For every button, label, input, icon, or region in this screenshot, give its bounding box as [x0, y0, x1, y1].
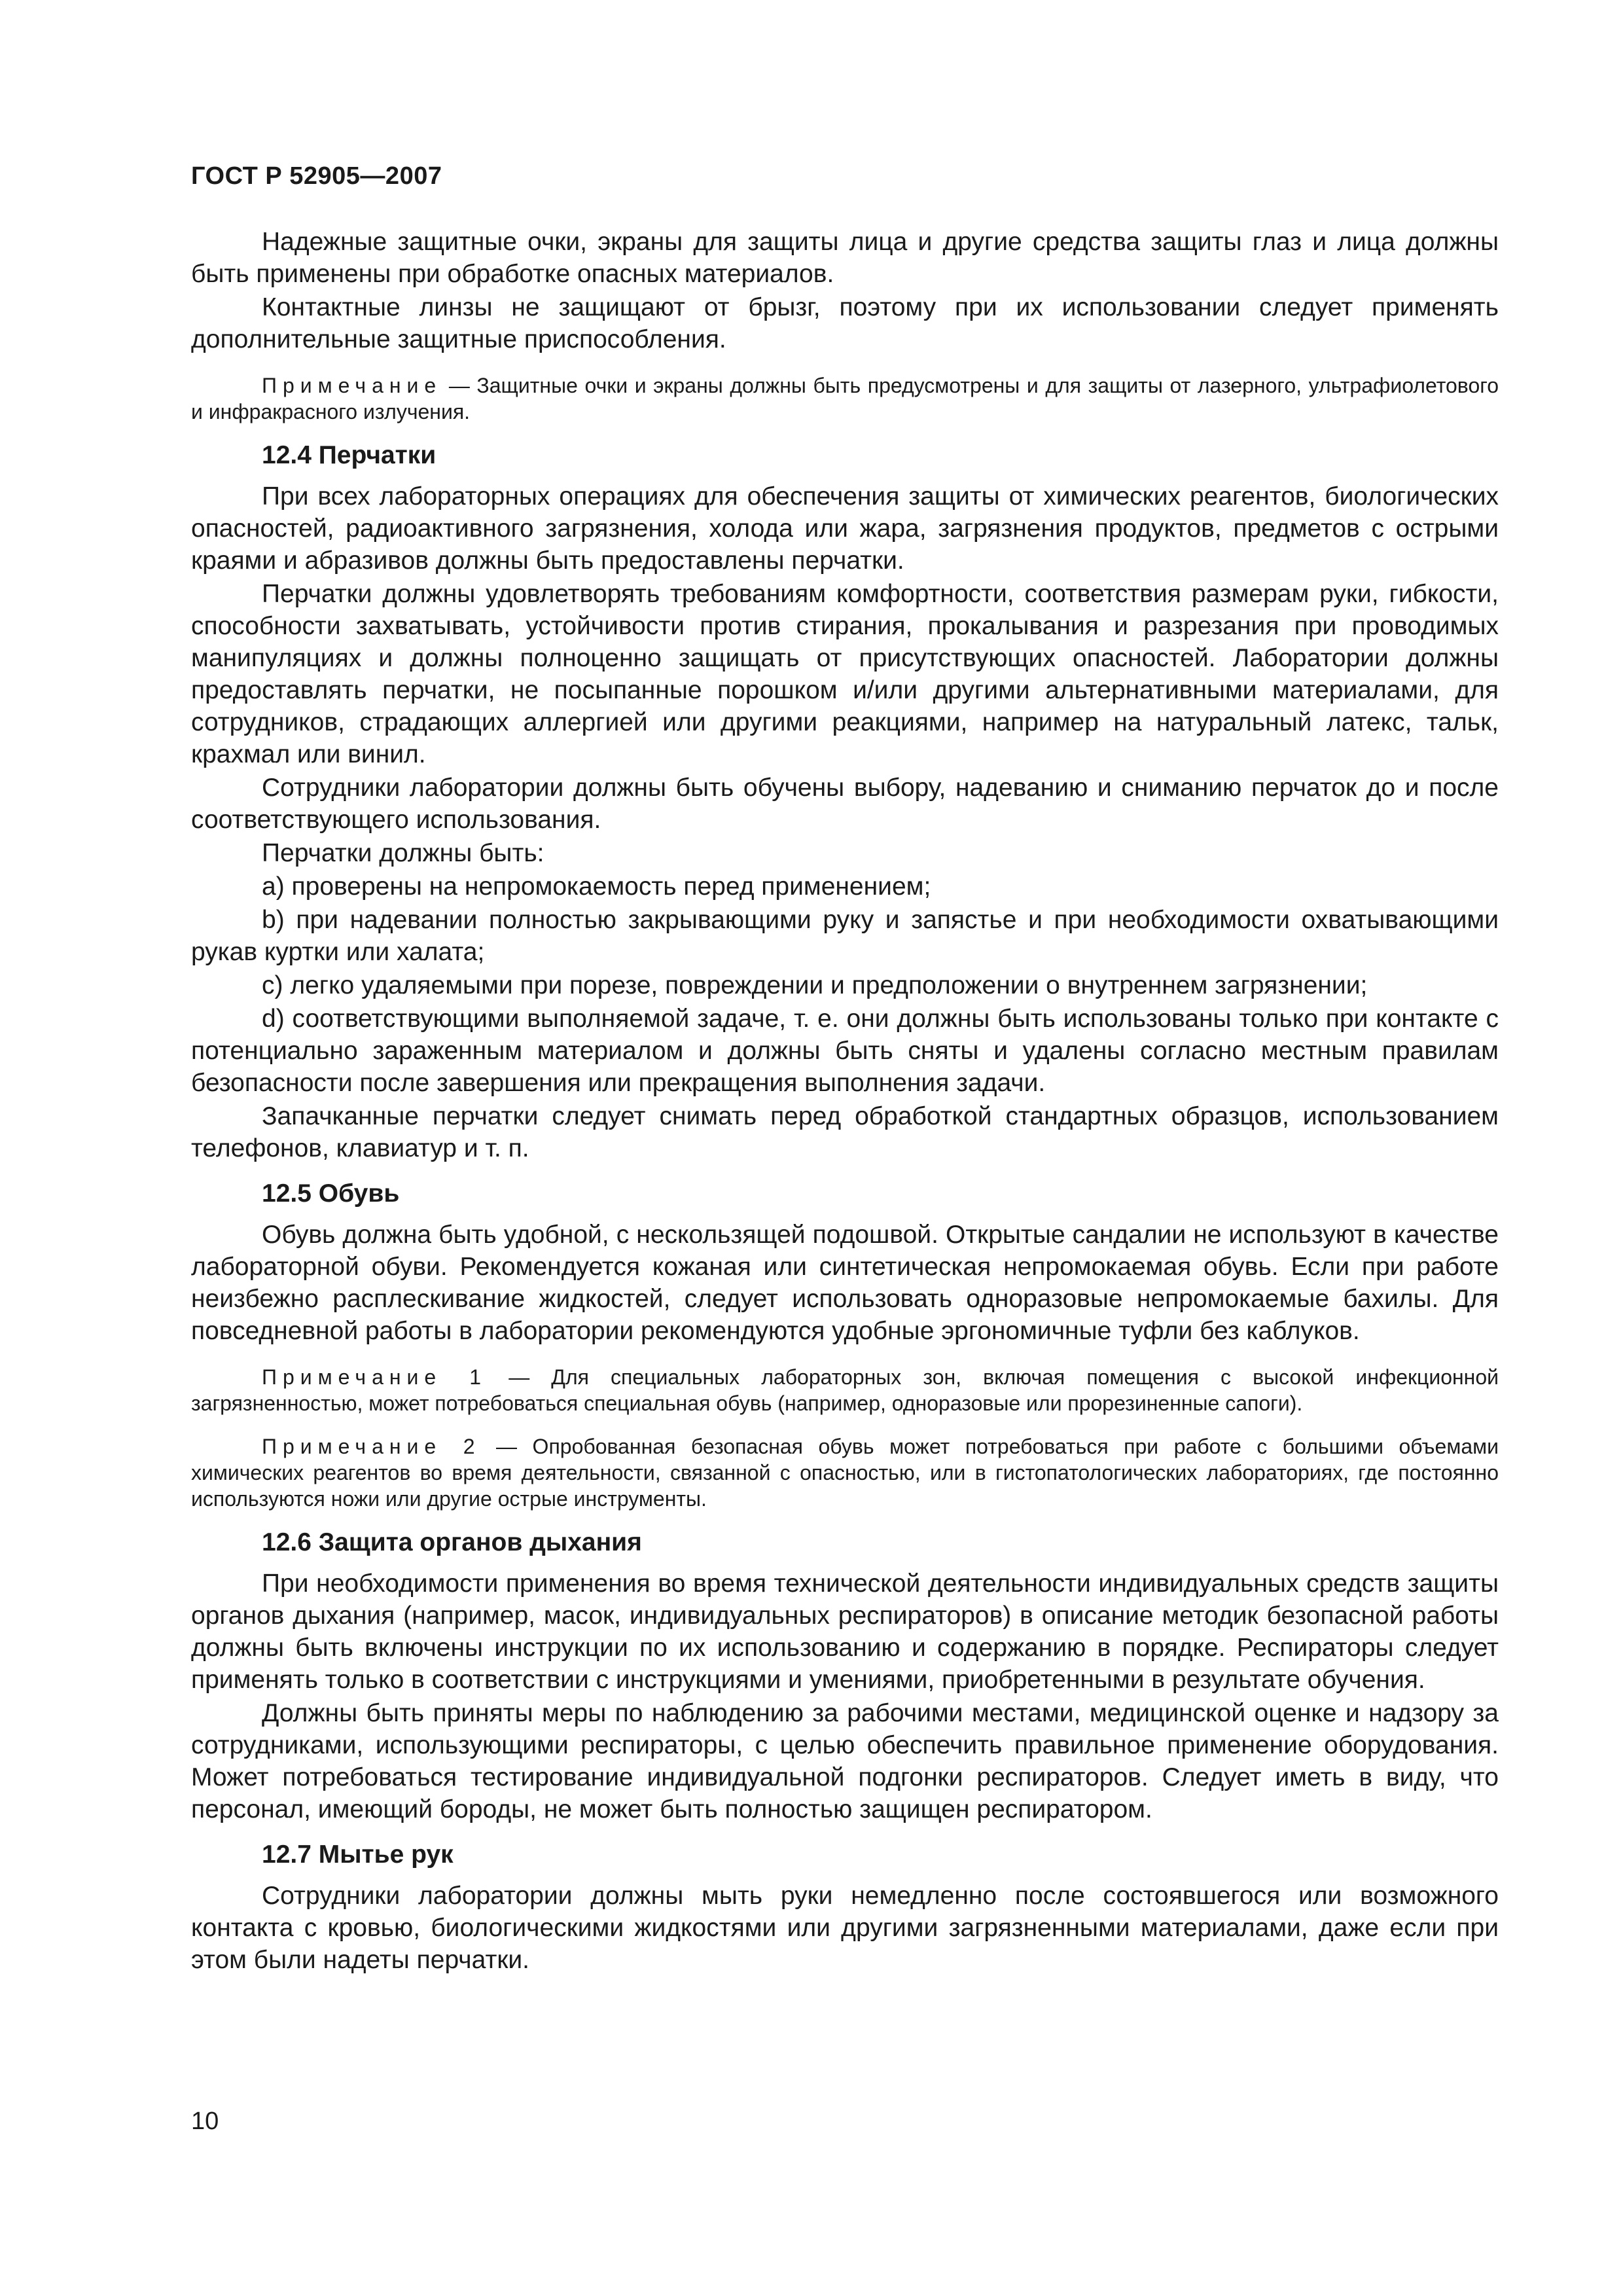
note [191, 1364, 1499, 1416]
document-body [191, 226, 1499, 1977]
list-item: a) проверены на непромокаемость перед применением; [262, 872, 931, 901]
page-number: 10 [191, 2108, 219, 2135]
note [191, 372, 1499, 425]
list-item: d) соответствующими выполняемой задаче, т. е. они должны быть использованы только при контакте с потенциально зараженным материалом и должны быть сняты и удалены согласно местным правилам безопасности после завершения или прекращения выполнения задачи. [191, 1005, 1499, 1097]
section-heading-12-5: 12.5 Обувь [262, 1179, 400, 1208]
note-label: Примечание [262, 374, 442, 397]
section-heading-12-6: 12.6 Защита органов дыхания [262, 1528, 642, 1556]
note-text: — Защитные очки и экраны должны быть предусмотрены и для защиты от лазерного, ультрафиолетового и инфракрасного излучения. [191, 374, 1499, 423]
paragraph: Надежные защитные очки, экраны для защиты лица и другие средства защиты глаз и лица должны быть применены при обработке опасных материалов. [191, 228, 1499, 288]
section-heading-12-7: 12.7 Мытье рук [262, 1840, 454, 1869]
note-label: Примечание 1 [262, 1365, 488, 1389]
paragraph: Обувь должна быть удобной, с нескользящей подошвой. Открытые сандалии не используют в качестве лабораторной обуви. Рекомендуется кожаная или синтетическая непромокаемая обувь. Если при работе неизбежно расплескивание жидкостей, следует использовать одноразовые непромокаемые бахилы. Для повседневной работы в лаборатории рекомендуются удобные эргономичные туфли без каблуков. [191, 1221, 1499, 1345]
paragraph: При необходимости применения во время технической деятельности индивидуальных средств защиты органов дыхания (например, масок, индивидуальных респираторов) в описание методик безопасной работы должны быть включены инструкции по их использованию и содержанию в порядке. Респираторы следует применять только в соответствии с инструкциями и умениями, приобретенными в результате обучения. [191, 1570, 1499, 1694]
gloves-requirements-list [191, 870, 1499, 1099]
note [191, 1433, 1499, 1512]
paragraph: Перчатки должны быть: [262, 839, 544, 867]
note-text: — Опробованная безопасная обувь может потребоваться при работе с большими объемами химических реагентов во время деятельности, связанной с опасностью, или в гистопатологических лабораториях, где постоянно используются ножи или другие острые инструменты. [191, 1435, 1499, 1511]
section-heading-12-4: 12.4 Перчатки [262, 441, 437, 469]
paragraph: Запачканные перчатки следует снимать перед обработкой стандартных образцов, использованием телефонов, клавиатур и т. п. [191, 1102, 1499, 1162]
note-label: Примечание 2 [262, 1435, 481, 1458]
paragraph: Должны быть приняты меры по наблюдению за рабочими местами, медицинской оценке и надзору за сотрудниками, использующими респираторы, с целью обеспечить правильное применение оборудования. Может потребоваться тестирование индивидуальной подгонки респираторов. Следует иметь в виду, что персонал, имеющий бороды, не может быть полностью защищен респиратором. [191, 1699, 1499, 1823]
paragraph: Сотрудники лаборатории должны мыть руки немедленно после состоявшегося или возможного контакта с кровью, биологическими жидкостями или другими загрязненными материалами, даже если при этом были надеты перчатки. [191, 1882, 1499, 1974]
list-item: b) при надевании полностью закрывающими руку и запястье и при необходимости охватывающими рукав куртки или халата; [191, 906, 1499, 966]
document-header: ГОСТ Р 52905—2007 [191, 162, 442, 190]
paragraph: Контактные линзы не защищают от брызг, поэтому при их использовании следует применять дополнительные защитные приспособления. [191, 293, 1499, 353]
paragraph: Сотрудники лаборатории должны быть обучены выбору, надеванию и сниманию перчаток до и после соответствующего использования. [191, 774, 1499, 834]
list-item: c) легко удаляемыми при порезе, повреждении и предположении о внутреннем загрязнении; [262, 971, 1368, 999]
paragraph: Перчатки должны удовлетворять требованиям комфортности, соответствия размерам руки, гибкости, способности захватывать, устойчивости против стирания, прокалывания и разрезания при проводимых манипуляциях и должны полноценно защищать от присутствующих опасностей. Лаборатории должны предоставлять перчатки, не посыпанные порошком и/или другими альтернативными материалами, для сотрудников, страдающих аллергией или другими реакциями, например на натуральный латекс, тальк, крахмал или винил. [191, 580, 1499, 768]
paragraph: При всех лабораторных операциях для обеспечения защиты от химических реагентов, биологических опасностей, радиоактивного загрязнения, холода или жара, загрязнения продуктов, предметов с острыми краями и абразивов должны быть предоставлены перчатки. [191, 482, 1499, 575]
note-text: — Для специальных лабораторных зон, включая помещения с высокой инфекционной загрязненностью, может потребоваться специальная обувь (например, одноразовые или прорезиненные сапоги). [191, 1365, 1499, 1415]
